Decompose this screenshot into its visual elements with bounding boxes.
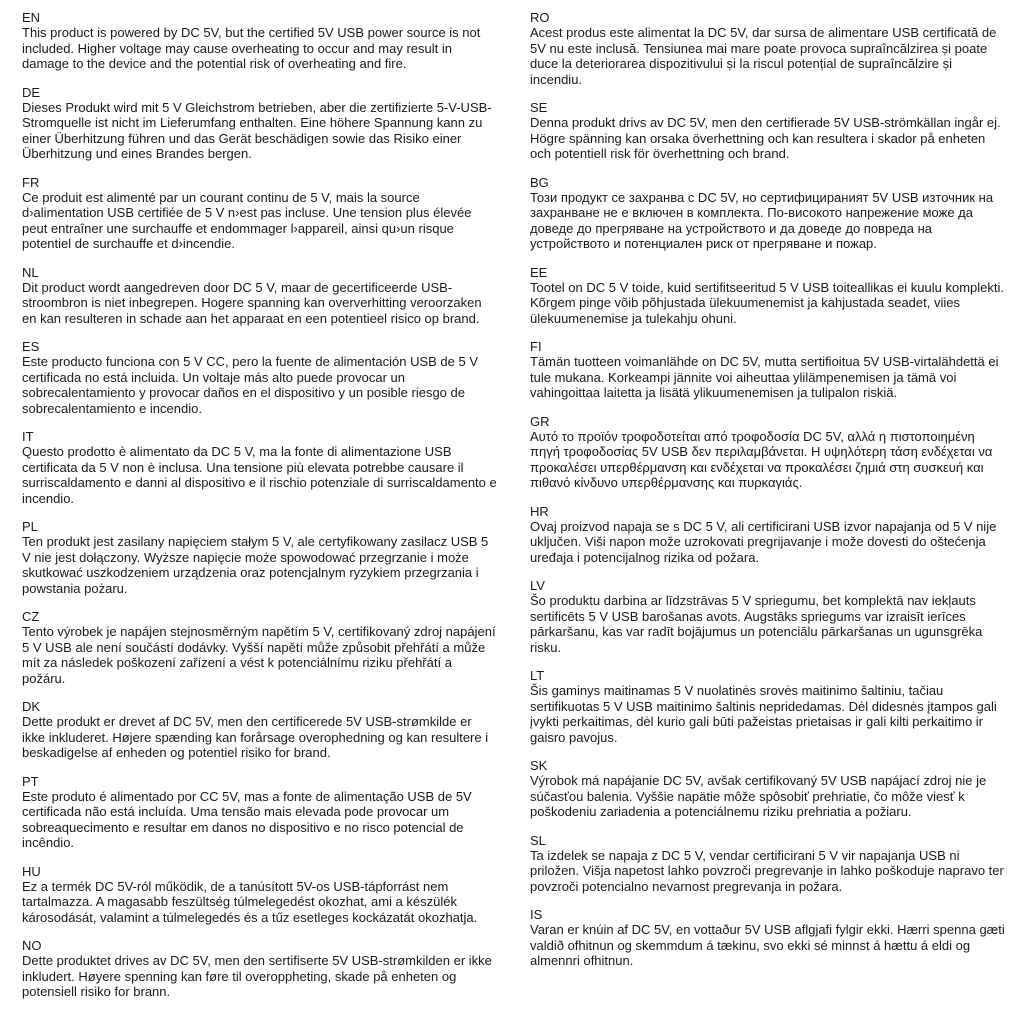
language-code-label: HR — [530, 503, 549, 519]
language-block-lt — [530, 668, 1006, 745]
language-warning-text: Αυτό το προϊόν τροφοδοτείται από τροφοδοσία DC 5V, αλλά η πιστοποιημένη πηγή τροφοδοσίας 5V USB δεν περιλαμβάνεται. Η υψηλότερη τάση ενδέχεται να προκαλέσει υπερθέρμανση και ενδέχεται να προκαλέσει ζημιά στη συσκευή και πιθανό κίνδυνο υπερθέρμανσης και πυρκαγιάς. — [530, 428, 993, 490]
language-block-no — [22, 938, 498, 1000]
language-code-label: RO — [530, 10, 550, 25]
language-code-label: EE — [530, 264, 548, 280]
language-warning-text: Dette produkt er drevet af DC 5V, men den certificerede 5V USB-strømkilde er ikke inkluderet. Højere spænding kan forårsage overophedning og kan resultere i beskadigelse af enheden og potentiel risiko for brand. — [22, 714, 489, 760]
language-code-label: IT — [22, 429, 34, 444]
language-block-pt — [22, 774, 498, 851]
language-warning-text: Tootel on DC 5 V toide, kuid sertifitseeritud 5 V USB toiteallikas ei kuulu komplekti. Kõrgem pinge võib põhjustada ülekuumenemist ja kahjustada seadet, viies ülekuumenemise ja tulekahju ohuni. — [530, 279, 1005, 326]
left-column — [22, 10, 498, 1013]
language-warning-text: Výrobok má napájanie DC 5V, avšak certifikovaný 5V USB napájací zdroj nie je súčasťou balenia. Vyššie napätie môže spôsobiť prehriatie, čo môže viesť k poškodeniu zariadenia a potenciálnemu riziku prehriatia a požiaru. — [530, 773, 987, 819]
language-warning-text: Ez a termék DC 5V-ról működik, de a tanúsított 5V-os USB-tápforrást nem tartalmazza. A magasabb feszültség túlmelegedést okozhat, ami a készülék károsodását, valamint a túlmelegedés és a tűz esetleges kockázatát okozhatja. — [22, 878, 478, 925]
language-warning-text: This product is powered by DC 5V, but the certified 5V USB power source is not included. Higher voltage may cause overheating to occur and may result in damage to the device and the potential risk of overheating and fire. — [22, 25, 481, 71]
language-warning-text: Dit product wordt aangedreven door DC 5 V, maar de gecertificeerde USB-stroombron is niet inbegrepen. Hogere spanning kan oververhitting veroorzaken en kan resulteren in schade aan het apparaat en een potentieel risico op brand. — [22, 279, 482, 326]
language-code-label: PL — [22, 519, 38, 534]
language-block-se — [530, 100, 1006, 162]
language-warning-text: Ovaj proizvod napaja se s DC 5 V, ali certificirani USB izvor napajanja od 5 V nije uključen. Viši napon može uzrokovati pregrijavanje i može dovesti do oštećenja uređaja i potencijalnog rizika od požara. — [530, 518, 997, 565]
language-block-dk — [22, 699, 498, 761]
language-code-label: SK — [530, 758, 548, 773]
language-block-it — [22, 429, 498, 506]
language-block-pl — [22, 519, 498, 596]
language-warning-text: Šo produktu darbina ar līdzstrāvas 5 V spriegumu, bet komplektā nav iekļauts sertificēts 5 V USB barošanas avots. Augstāks spriegums var izraisīt ierīces pārkaršanu, kas var radīt bojājumus un potenciālu pārkaršanas un ugunsgrēka risku. — [530, 593, 983, 655]
language-code-label: EN — [22, 10, 41, 25]
language-block-gr — [530, 414, 1006, 491]
language-block-hu — [22, 864, 498, 926]
language-code-label: SL — [530, 832, 546, 848]
language-warning-text: Este produto é alimentado por CC 5V, mas a fonte de alimentação USB de 5V certificada não está incluída. Uma tensão mais elevada pode provocar um sobreaquecimento e resultar em danos no dispositivo e no risco potencial de incêndio. — [22, 788, 472, 850]
right-column — [530, 10, 1006, 1013]
language-warning-text: Dette produktet drives av DC 5V, men den sertifiserte 5V USB-strømkilden er ikke inkludert. Høyere spenning kan føre til overoppheting, skade på enheten og potensiell risiko for brann. — [22, 953, 492, 999]
language-code-label: DE — [22, 84, 41, 100]
language-block-hr — [530, 504, 1006, 566]
language-block-de — [22, 85, 498, 162]
language-warning-text: Este producto funciona con 5 V CC, pero la fuente de alimentación USB de 5 V certificada no está incluida. Un voltaje más alto puede provocar un sobrecalentamiento y provocar daños en el dispositivo y un posible riesgo de sobrecalentamiento e incendio. — [22, 354, 478, 416]
language-block-sl — [530, 833, 1006, 895]
language-warning-text: Acest produs este alimentat la DC 5V, dar sursa de alimentare USB certificată de 5V nu este inclusă. Tensiunea mai mare poate provoca supraîncălzirea și poate duce la deteriorarea dispozitivului și la riscul potențial de supraîncălzire și incendiu. — [530, 25, 997, 87]
language-block-nl — [22, 265, 498, 327]
language-code-label: FI — [530, 339, 542, 354]
language-warning-text: Dieses Produkt wird mit 5 V Gleichstrom betrieben, aber die zertifizierte 5-V-USB-Stromquelle ist nicht im Lieferumfang enthalten. Eine höhere Spannung kann zu einer Überhitzung führen und das Gerät beschädigen sowie das Risiko einer Überhitzung und eines Brandes bergen. — [22, 99, 492, 161]
language-warning-text: Questo prodotto è alimentato da DC 5 V, ma la fonte di alimentazione USB certificata da 5 V non è inclusa. Una tensione più elevata potrebbe causare il surriscaldamento e danni al dispositivo e il rischio potenziale di surriscaldamento e incendio. — [22, 444, 497, 506]
language-block-ro — [530, 10, 1006, 87]
language-code-label: PT — [22, 773, 39, 789]
language-block-lv — [530, 578, 1006, 655]
language-warning-text: Ta izdelek se napaja z DC 5 V, vendar certificirani 5 V vir napajanja USB ni priložen. Višja napetost lahko povzroči pregrevanje in lahko poškoduje napravo ter povzroči potencialno nevarnost pregrevanja in požara. — [530, 847, 1004, 894]
language-warning-text: Ce produit est alimenté par un courant continu de 5 V, mais la source d›alimentation USB certifiée de 5 V n›est pas incluse. Une tension plus élevée peut entraîner une surchauffe et endommager l›appareil, ainsi qu›un risque potentiel de surchauffe et d›incendie. — [22, 189, 472, 251]
language-code-label: LV — [530, 578, 545, 593]
language-code-label: LT — [530, 668, 545, 683]
language-code-label: IS — [530, 907, 543, 922]
language-warning-text: Denna produkt drivs av DC 5V, men den certifierade 5V USB-strömkällan ingår ej. Högre spänning kan orsaka överhettning och kan resultera i skador på enheten och potentiell risk för överhettning och brand. — [530, 115, 1001, 161]
language-code-label: DK — [22, 699, 41, 714]
language-warning-text: Този продукт се захранва с DC 5V, но сертифицираният 5V USB източник на захранване не е включен в комплекта. По-високото напрежение може да доведе до прегряване на устройството и да доведе до повреда на устройството и потенциален риск от прегряване и пожар. — [530, 189, 994, 251]
language-block-fi — [530, 339, 1006, 401]
language-code-label: NL — [22, 264, 39, 280]
language-block-bg — [530, 175, 1006, 252]
language-block-sk — [530, 758, 1006, 820]
language-code-label: HU — [22, 863, 41, 879]
language-block-en — [22, 10, 498, 72]
language-warning-text: Šis gaminys maitinamas 5 V nuolatinės srovės maitinimo šaltiniu, tačiau sertifikuotas 5 V USB maitinimo šaltinis nepridedamas. Dėl didesnės įtampos gali įvykti perkaitimas, dėl kurio gali būti pažeistas prietaisas ir gali kilti perkaitimo ir gaisro pavojus. — [530, 683, 997, 745]
language-block-cz — [22, 609, 498, 686]
language-code-label: GR — [530, 413, 550, 429]
language-code-label: ES — [22, 339, 40, 354]
language-warning-text: Ten produkt jest zasilany napięciem stałym 5 V, ale certyfikowany zasilacz USB 5 V nie jest dołączony. Wyższe napięcie może spowodować przegrzanie i może skutkować uszkodzeniem urządzenia oraz potencjalnym ryzykiem przegrzania i powstania pożaru. — [22, 534, 489, 596]
language-warning-text: Tämän tuotteen voimanlähde on DC 5V, mutta sertifioitua 5V USB-virtalähdettä ei tule mukana. Korkeampi jännite voi aiheuttaa ylilämpenemisen ja tämä voi vahingoittaa laitetta ja lisätä ylikuumenemisen ja tulipalon riskiä. — [530, 354, 999, 400]
language-block-ee — [530, 265, 1006, 327]
language-block-es — [22, 339, 498, 416]
language-warning-text: Varan er knúin af DC 5V, en vottaður 5V USB aflgjafi fylgir ekki. Hærri spenna gæti valdið ofhitnun og skemmdum á tækinu, svo ekki sé minnst á hættu á eldi og almennri ofhitnun. — [530, 922, 1005, 968]
language-code-label: BG — [530, 174, 549, 190]
language-code-label: NO — [22, 938, 42, 953]
language-warning-text: Tento výrobek je napájen stejnosměrným napětím 5 V, certifikovaný zdroj napájení 5 V USB ale není součástí dodávky. Vyšší napětí může způsobit přehřátí a může mít za následek poškození zařízení a vést k potenciálnímu riziku přehřátí a požáru. — [22, 624, 496, 686]
language-block-is — [530, 907, 1006, 969]
language-code-label: FR — [22, 174, 40, 190]
language-block-fr — [22, 175, 498, 252]
language-code-label: CZ — [22, 609, 40, 624]
language-code-label: SE — [530, 100, 548, 115]
